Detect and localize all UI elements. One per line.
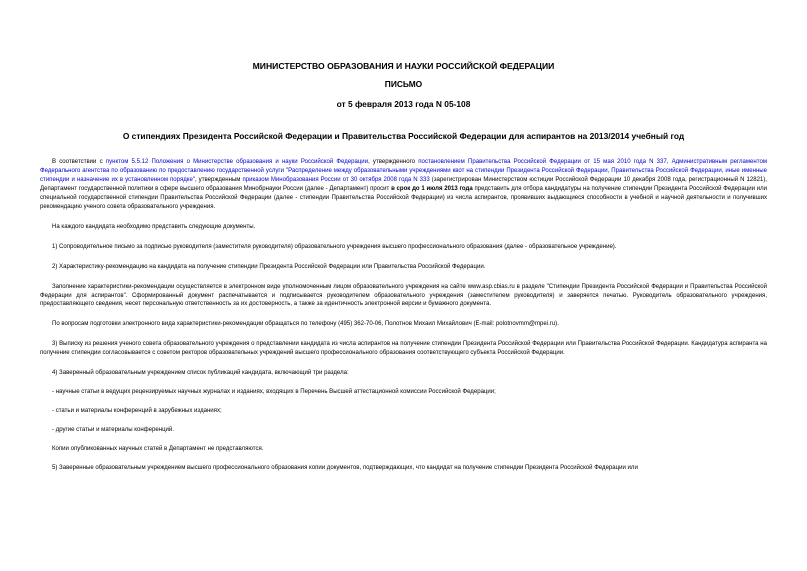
text-run: , утвержденного (368, 159, 419, 165)
paragraph-contact-info: По вопросам подготовки электронного вида характеристики-рекомендации обращаться по телефону (495) 362-70-06, Полотнов Михаил Михайлович (E-mail: polotnovmm@mpei.ru). (52, 321, 559, 328)
paragraph-item-1: 1) Сопроводительное письмо за подписью руководителя (заместителя руководителя) образовательного учреждения высшего профессионального образования (далее - образовательное учреждение). (52, 243, 617, 250)
paragraph-intro (40, 158, 767, 212)
paragraph-item-2: 2) Характеристику-рекомендацию на кандидата на получение стипендии Президента Российской Федерации или Правительства Российской Федерации. (52, 263, 486, 270)
document-type: ПИСЬМО (384, 79, 423, 89)
text-run: представить для отбора кандидатуры на получение стипендии Президента Российской Федерации или специальной государственной стипендии Правительства Российской Федерации (далее - стипендии Правительства Российской Федерации) из числа аспирантов, проявивших выдающиеся способности в учебной и научной деятельности и получивших рекомендацию ученого совета образовательного учреждения. (40, 185, 768, 210)
paragraph-documents-needed: На каждого кандидата необходимо представить следующие документы. (52, 223, 256, 230)
deadline-bold: в срок до 1 июля 2013 года (391, 185, 473, 192)
ministry-title: МИНИСТЕРСТВО ОБРАЗОВАНИЯ И НАУКИ РОССИЙСКОЙ ФЕДЕРАЦИИ (252, 61, 555, 71)
text-run: , утвержденным (194, 176, 243, 183)
paragraph-list-scientific-articles: - научные статьи в ведущих рецензируемых научных журналах и изданиях, входящих в Перечень Высшей аттестационной комиссии Российской Федерации; (52, 389, 496, 396)
paragraph-list-other-articles: - другие статьи и материалы конференций. (52, 427, 174, 434)
paragraph-item-3: 3) Выписку из решения ученого совета образовательного учреждения о представлении кандидата из числа аспирантов на получение стипендии Президента Российской Федерации или Правительства Российской Федерации. Кандидатура аспиранта на получение стипендии согласовывается с советом ректоров образовательных учреждений высшего профессионального образования соответствующего субъекта Российской Федерации. (40, 341, 767, 357)
document-date-number: от 5 февраля 2013 года N 05-108 (336, 99, 471, 109)
paragraph-copies-note: Копии опубликованных научных статей в Департамент не представляются. (52, 446, 264, 453)
document-body (40, 158, 767, 484)
document-subject: О стипендиях Президента Российской Федерации и Правительства Российской Федерации для аспирантов на 2013/2014 учебный год (122, 131, 685, 141)
link-ministry-order[interactable]: приказом Минобразования России от 30 октября 2008 года N 333 (242, 176, 430, 183)
paragraph-list-foreign-articles: - статьи и материалы конференций в зарубежных изданиях; (52, 408, 222, 415)
link-regulation-ministry[interactable]: пунктом 5.5.12 Положения о Министерстве образования и науки Российской Федерации (105, 159, 369, 165)
paragraph-item-4: 4) Заверенный образовательным учреждением список публикаций кандидата, включающий три раздела: (52, 370, 349, 377)
paragraph-item-5: 5) Заверенные образовательным учреждением высшего профессионального образования копии документов, подтверждающих, что кандидат на получение стипендии Президента Российской Федерации или (52, 465, 638, 472)
text-run: В соответствии с (52, 159, 106, 165)
link-government-decree[interactable]: постановлением Правительства Российской Федерации от 15 мая 2010 года N 337 (418, 159, 667, 165)
paragraph-filling-instructions: Заполнение характеристики-рекомендации осуществляется в электронном виде уполномоченным лицом образовательного учреждения на сайте www.asp.cbias.ru в разделе "Стипендии Президента Российской Федерации и Правительства Российской Федерации для аспирантов". Сформированный документ распечатывается и подписывается руководителем образовательного учреждения (заместителем руководителя) и заверяется печатью. Руководитель образовательного учреждения, предоставляющего сведения, несет персональную ответственность за их достоверность, а также за идентичность электронной версии и бумажного документа. (40, 283, 767, 308)
text-run: , (666, 159, 672, 165)
text-run: (зарегистрирован Министерством юстиции Российской Федерации 10 декабря 2008 года, регистрационный N 12821), Департамент государственной политики в сфере высшего образования Минобрнауки России (далее - Департамент) просит (40, 176, 767, 192)
link-administrative-regulation[interactable]: Административным регламентом Федерального агентства по образованию по предоставлению государственной услуги "Распределение между образовательными учреждениями квот на стипендии Президента Российской Федерации, Правительства Российской Федерации, иные именные стипендии и назначение их в установленном порядке" (40, 159, 767, 183)
